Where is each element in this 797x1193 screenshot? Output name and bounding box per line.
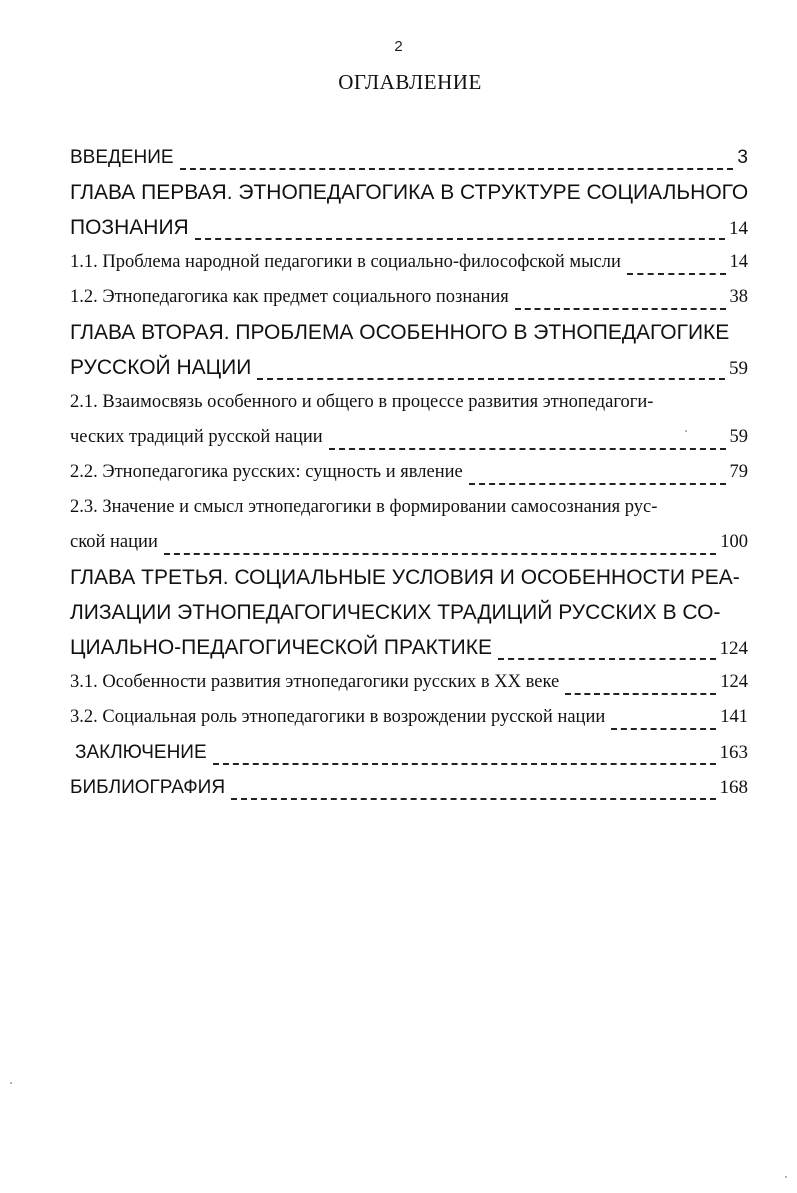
toc-entry-page: 59 [729, 358, 748, 379]
toc-entry-text: ЛИЗАЦИИ ЭТНОПЕДАГОГИЧЕСКИХ ТРАДИЦИЙ РУССКИХ В СО- [70, 601, 721, 624]
scan-speck [10, 1082, 12, 1084]
toc-entry-text: ГЛАВА ПЕРВАЯ. ЭТНОПЕДАГОГИКА В СТРУКТУРЕ СОЦИАЛЬНОГО [70, 181, 749, 204]
toc-section-2-2[interactable] [70, 455, 748, 490]
toc-entry-page: 163 [719, 742, 748, 763]
dash-leader [231, 797, 715, 800]
dash-leader [611, 727, 716, 730]
toc-chapter-2-line-2[interactable] [70, 350, 748, 385]
toc-entry-page: 14 [729, 218, 748, 239]
toc-entry-text: ЗАКЛЮЧЕНИЕ [75, 742, 207, 763]
toc-entry-page: 38 [729, 287, 748, 307]
toc-entry-page: 3 [737, 147, 748, 168]
toc-section-2-1-line-1[interactable] [70, 385, 748, 420]
toc-section-2-1-line-2[interactable] [70, 420, 748, 455]
dash-leader [195, 237, 725, 240]
toc-chapter-2-line-1[interactable] [70, 315, 748, 350]
toc-entry-text: 2.1. Взаимосвязь особенного и общего в процессе развития этнопедагоги- [70, 392, 654, 412]
toc-entry-text: ской нации [70, 532, 158, 552]
page-number: 2 [394, 38, 403, 55]
dash-leader [498, 657, 716, 660]
toc-entry-text: ЦИАЛЬНО-ПЕДАГОГИЧЕСКОЙ ПРАКТИКЕ [70, 636, 492, 659]
table-of-contents [70, 140, 748, 805]
toc-chapter-1-line-1[interactable] [70, 175, 748, 210]
toc-entry-page: 100 [720, 532, 748, 552]
dash-leader [329, 447, 726, 450]
dash-leader [515, 307, 726, 310]
toc-entry-text: 3.2. Социальная роль этнопедагогики в возрождении русской нации [70, 707, 606, 727]
toc-entry-text: ГЛАВА ВТОРАЯ. ПРОБЛЕМА ОСОБЕННОГО В ЭТНОПЕДАГОГИКЕ [70, 321, 730, 344]
toc-entry-page: 141 [720, 707, 748, 727]
toc-entry-text: РУССКОЙ НАЦИИ [70, 356, 252, 379]
toc-title: ОГЛАВЛЕНИЕ [338, 70, 482, 94]
toc-entry-text: БИБЛИОГРАФИЯ [70, 777, 226, 798]
dash-leader [257, 377, 725, 380]
toc-entry-introduction[interactable] [70, 140, 748, 175]
scan-speck [685, 430, 687, 432]
toc-section-3-2[interactable] [70, 700, 748, 735]
dash-leader [469, 482, 726, 485]
toc-entry-text: 3.1. Особенности развития этнопедагогики русских в XX веке [70, 672, 560, 692]
toc-section-2-3-line-2[interactable] [70, 525, 748, 560]
dash-leader [180, 167, 734, 170]
toc-chapter-3-line-1[interactable] [70, 560, 748, 595]
toc-entry-text: 1.2. Этнопедагогика как предмет социального познания [70, 287, 509, 307]
dash-leader [565, 692, 716, 695]
toc-entry-page: 168 [719, 777, 748, 798]
toc-entry-text: 2.3. Значение и смысл этнопедагогики в формировании самосознания рус- [70, 497, 658, 517]
scan-speck [785, 1176, 787, 1178]
toc-entry-page: 124 [720, 672, 748, 692]
toc-entry-page: 14 [729, 252, 748, 272]
toc-entry-text: ПОЗНАНИЯ [70, 216, 189, 239]
toc-entry-text: ГЛАВА ТРЕТЬЯ. СОЦИАЛЬНЫЕ УСЛОВИЯ И ОСОБЕННОСТИ РЕА- [70, 566, 740, 589]
toc-section-1-1[interactable] [70, 245, 748, 280]
dash-leader [164, 552, 716, 555]
toc-entry-text: ВВЕДЕНИЕ [70, 147, 174, 168]
toc-entry-page: 79 [729, 462, 748, 482]
dash-leader [627, 272, 726, 275]
toc-section-3-1[interactable] [70, 665, 748, 700]
toc-entry-text: 1.1. Проблема народной педагогики в социально-философской мысли [70, 252, 621, 272]
toc-entry-page: 124 [719, 638, 748, 659]
toc-entry-bibliography[interactable] [70, 770, 748, 805]
toc-entry-conclusion[interactable] [70, 735, 748, 770]
toc-section-2-3-line-1[interactable] [70, 490, 748, 525]
toc-section-1-2[interactable] [70, 280, 748, 315]
dash-leader [213, 762, 716, 765]
toc-chapter-3-line-2[interactable] [70, 595, 748, 630]
toc-entry-text: 2.2. Этнопедагогика русских: сущность и явление [70, 462, 463, 482]
toc-entry-text: ческих традиций русской нации [70, 427, 323, 447]
toc-chapter-1-line-2[interactable] [70, 210, 748, 245]
toc-entry-page: 59 [729, 427, 748, 447]
toc-chapter-3-line-3[interactable] [70, 630, 748, 665]
